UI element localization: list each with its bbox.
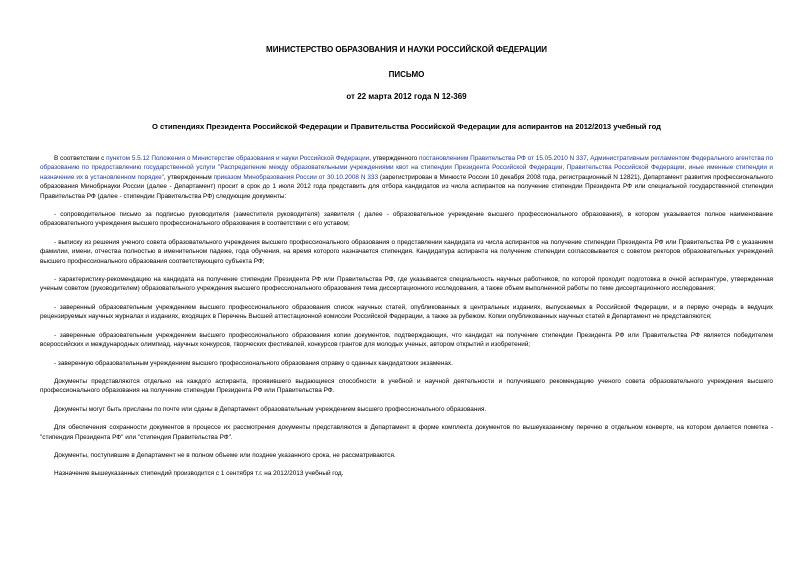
link-regulation-point[interactable]: пунктом 5.5.12 Положения о Министерстве образования и науки Российской Федерации bbox=[106, 155, 370, 162]
intro-text-4: , утвержденным bbox=[163, 173, 214, 181]
intro-text-5: (зарегистрирован в Минюсте России 10 декабря 2008 года, регистрационный N 12821), Департамент развития профессионального образования Минобрнауки России (далее - Департамент) просит в срок до 1 июля 2012 года представить для отбора кандидатов из числа аспирантов на получение стипендии Президента РФ или специальной государственной стипендии Правительства РФ (далее - стипендии Правительства РФ) следующие документы: bbox=[40, 173, 773, 200]
intro-text-3: , bbox=[586, 155, 591, 162]
ministry-heading: МИНИСТЕРСТВО ОБРАЗОВАНИЯ И НАУКИ РОССИЙСКОЙ ФЕДЕРАЦИИ bbox=[266, 45, 547, 54]
paragraph-publications-list: - заверенный образовательным учреждением высшего профессионального образования список научных статей, опубликованных в центральных изданиях, выпускаемых в Российской Федерации, и в первую очередь в ведущих рецензируемых научных журналах и изданиях, входящих в Перечень Высшей аттестационной комиссии Российской Федерации, а также за рубежом. Копии опубликованных научных статей в Департамент не представляются; bbox=[40, 303, 773, 321]
paragraph-recommendation: - характеристику-рекомендацию на кандидата на получение стипендии Президента РФ или Правительства РФ, где указывается специальность научных работников, по которой проходит подготовка в очной аспирантуре, утвержденная ученым советом (руководителем) образовательного учреждения высшего профессионального образования тема диссертационного исследования, а также объем выполненной работы по теме диссертационного исследования; bbox=[40, 276, 773, 293]
document-body bbox=[40, 154, 773, 479]
link-administrative-regulation[interactable]: Административным регламентом Федерального агентства по образованию по предоставлению государственной услуги "Распределение между образовательными учреждениями квот на стипендии Президента Российской Федерации, Правительства Российской Федерации, иные именные стипендии и назначение их в установленном порядке" bbox=[40, 155, 773, 181]
intro-paragraph bbox=[40, 154, 773, 201]
paragraph-envelope: Для обеспечения сохранности документов в процессе их рассмотрения документы представляются в Департамент в форме комплекта документов по вышеуказанному перечню в отдельном конверте, на котором делается пометка - "стипендия Президента РФ" или "стипендия Правительства РФ". bbox=[40, 424, 773, 441]
document-type: ПИСЬМО bbox=[388, 70, 425, 79]
paragraph-per-student: Документы представляются отдельно на каждого аспиранта, проявившего выдающиеся способности в учебной и научной деятельности и получившего рекомендацию ученого совета образовательного учреждения высшего профессионального образования на получение стипендии Президента РФ или Правительства РФ. bbox=[40, 377, 773, 395]
paragraph-exams-certificate: - заверенную образовательным учреждением высшего профессионального образования справку о сданных кандидатских экзаменах. bbox=[54, 359, 453, 367]
paragraph-cover-letter: - сопроводительное письмо за подписью руководителя (заместителя руководителя) заявителя ( далее - образовательное учреждение высшего профессионального образования), в котором указывается полное наименование образовательного учреждения высшего профессионального образования в соответствии с его уставом; bbox=[40, 211, 773, 228]
paragraph-council-decision: - выписку из решения ученого совета образовательного учреждения высшего профессионального образования о представлении кандидата из числа аспирантов на получение стипендии Президента РФ или Правительства РФ с указанием фамилии, имени, отчества полностью в именительном падеже, года обучения, на время которого назначается стипендия. Кандидатура аспиранта на получение стипендии согласовывается с советом ректоров образовательных учреждений высшего профессионального образования соответствующего субъекта РФ; bbox=[40, 238, 773, 265]
intro-text-1: В соответствии с bbox=[54, 155, 107, 162]
paragraph-delivery: Документы могут быть присланы по почте или сданы в Департамент образовательным учреждением высшего профессионального образования. bbox=[54, 405, 487, 413]
intro-text-2: , утвержденного bbox=[369, 155, 420, 162]
link-government-decree[interactable]: постановлением Правительства РФ от 15.05.2010 N 337 bbox=[419, 155, 587, 162]
paragraph-incomplete: Документы, поступившие в Департамент не в полном объеме или позднее указанного срока, не рассматриваются. bbox=[54, 451, 396, 459]
paragraph-assignment-date: Назначение вышеуказанных стипендий производится с 1 сентября т.г. на 2012/2013 учебный год. bbox=[54, 470, 344, 478]
document-date-number: от 22 марта 2012 года N 12-369 bbox=[346, 92, 467, 101]
paragraph-achievements: - заверенные образовательным учреждением высшего профессионального образования копии документов, подтверждающих, что кандидат на получение стипендии Президента РФ или Правительства РФ является победителем всероссийских и международных олимпиад, научных конкурсов, творческих фестивалей, конкурсов грантов для молодых ученых, автором открытий и изобретений; bbox=[40, 331, 773, 349]
link-ministry-order[interactable]: приказом Минобразования России от 30.10.2008 N 333 bbox=[213, 173, 378, 181]
document-title: О стипендиях Президента Российской Федерации и Правительства Российской Федерации для аспирантов на 2012/2013 учебный год bbox=[152, 122, 661, 131]
